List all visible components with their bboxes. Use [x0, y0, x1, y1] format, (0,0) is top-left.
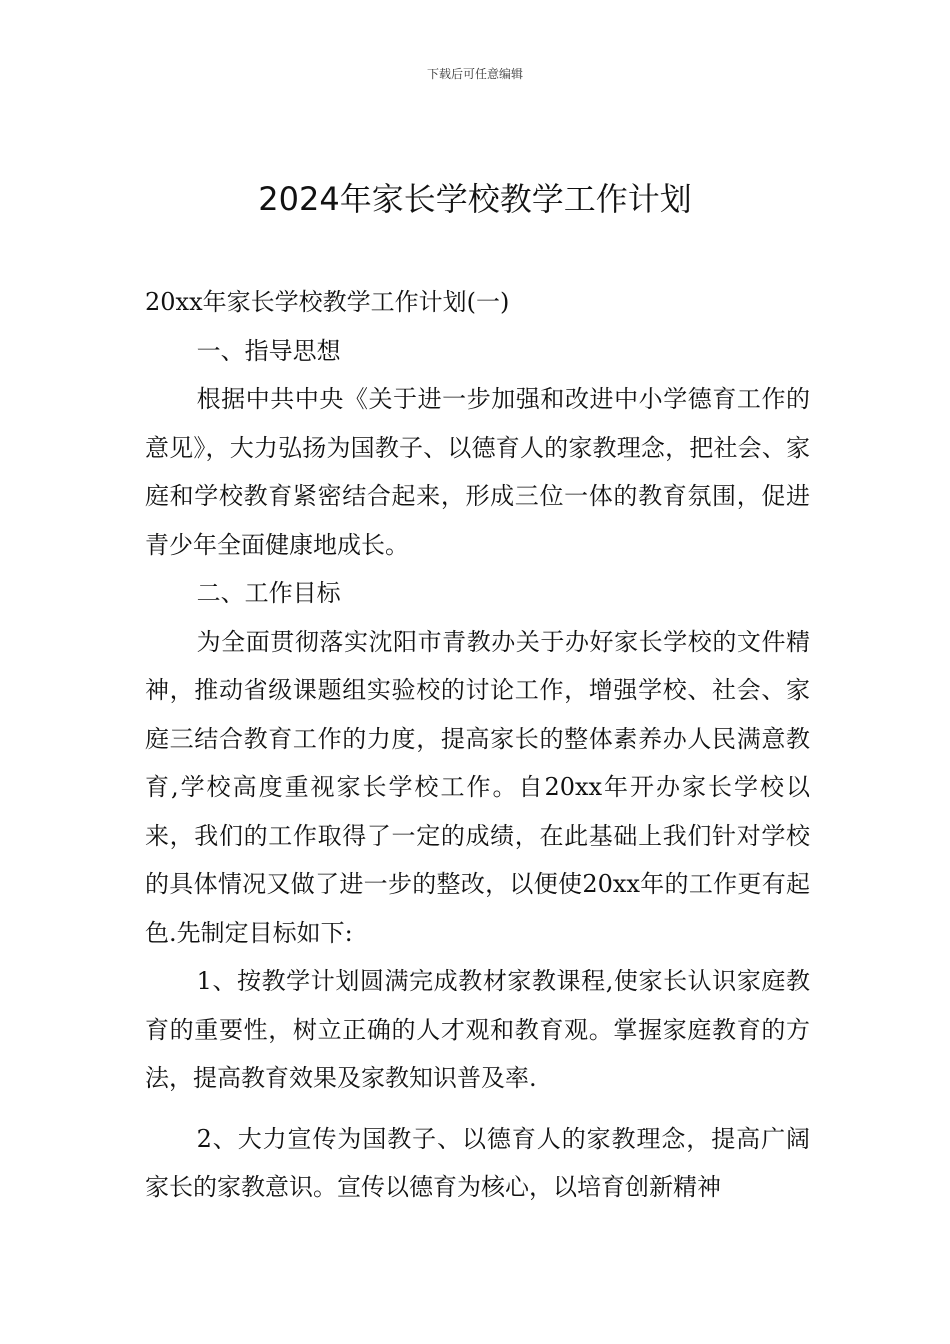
header-note: 下载后可任意编辑 — [426, 67, 523, 81]
document-subtitle: 20xx年家长学校教学工作计划(一) — [145, 288, 510, 316]
goal-item-1: 1、按教学计划圆满完成教材家教课程,使家长认识家庭教育的重要性，树立正确的人才观和教育观。掌握家庭教育的方法，提高教育效果及家教知识普及率. — [145, 967, 810, 1092]
goal-item-2: 2、大力宣传为国教子、以德育人的家教理念，提高广阔家长的家教意识。宣传以德育为核心，以培育创新精神 — [145, 1124, 810, 1201]
section-paragraph-guiding-ideology: 根据中共中央《关于进一步加强和改进中小学德育工作的意见》，大力弘扬为国教子、以德育人的家教理念，把社会、家庭和学校教育紧密结合起来，形成三位一体的教育氛围，促进青少年全面健康地成长。 — [145, 385, 810, 559]
section-heading-work-goals: 二、工作目标 — [196, 579, 341, 607]
document-title: 2024年家长学校教学工作计划 — [258, 180, 692, 218]
section-paragraph-work-goals: 为全面贯彻落实沈阳市青教办关于办好家长学校的文件精神，推动省级课题组实验校的讨论工作，增强学校、社会、家庭三结合教育工作的力度，提高家长的整体素养办人民满意教育,学校高度重视家长学校工作。自20xx年开办家长学校以来，我们的工作取得了一定的成绩，在此基础上我们针对学校的具体情况又做了进一步的整改，以便使20xx年的工作更有起色.先制定目标如下: — [145, 627, 810, 947]
section-heading-guiding-ideology: 一、指导思想 — [196, 336, 341, 365]
document-body — [145, 278, 810, 1212]
